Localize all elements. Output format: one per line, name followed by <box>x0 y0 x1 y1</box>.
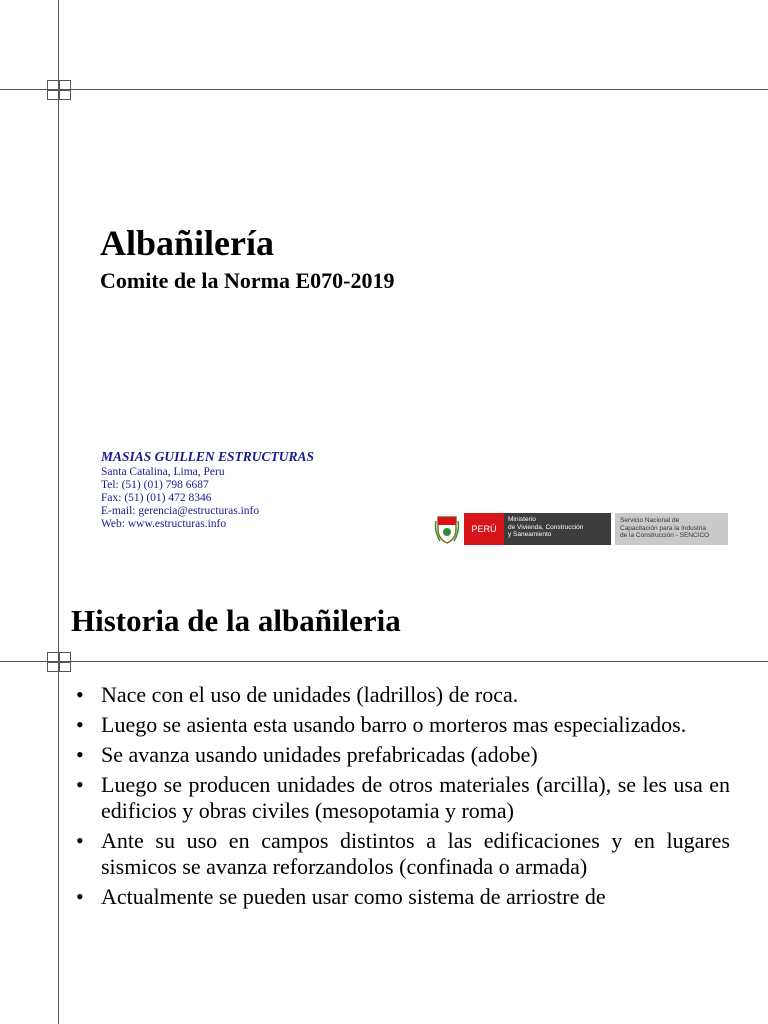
company-contact <box>101 466 259 531</box>
page-title: Albañilería <box>100 223 275 263</box>
middle-crop-mark <box>47 652 71 672</box>
contact-web: Web: www.estructuras.info <box>101 518 227 530</box>
bullet-list <box>76 682 730 914</box>
contact-fax: Fax: (51) (01) 472 8346 <box>101 492 212 504</box>
bullet-dot-icon: • <box>76 772 84 797</box>
list-item: • Ante su uso en campos distintos a las edificaciones y en lugares sismicos se avanza reforzandolos (confinada o armada) <box>76 828 730 879</box>
section-title: Historia de la albañileria <box>71 603 401 638</box>
list-item: • Nace con el uso de unidades (ladrillos) de roca. <box>76 682 519 707</box>
list-item: • Luego se producen unidades de otros materiales (arcilla), se les usa en edificios y obras civiles (mesopotamia y roma) <box>76 772 730 823</box>
government-logo <box>434 513 728 545</box>
bullet-dot-icon: • <box>76 884 84 909</box>
list-item: • Actualmente se pueden usar como sistema de arriostre de <box>76 884 606 909</box>
coat-of-arms-icon <box>434 513 460 545</box>
bullet-dot-icon: • <box>76 742 84 767</box>
top-crop-mark <box>47 80 71 100</box>
contact-email: E-mail: gerencia@estructuras.info <box>101 505 260 517</box>
ministry-label: Ministerio de Vivienda, Construcción y Saneamiento <box>504 513 611 545</box>
vertical-frame-line <box>58 0 59 1024</box>
contact-phone: Tel: (51) (01) 798 6687 <box>101 479 209 491</box>
sencico-label: Servicio Nacional de Capacitación para la Industria de la Construcción - SENCICO <box>615 513 728 545</box>
list-item: • Se avanza usando unidades prefabricadas (adobe) <box>76 742 538 767</box>
bullet-dot-icon: • <box>76 682 84 707</box>
bullet-dot-icon: • <box>76 712 84 737</box>
middle-horizontal-line <box>0 661 768 662</box>
page-subtitle: Comite de la Norma E070-2019 <box>100 268 395 293</box>
list-item: • Luego se asienta esta usando barro o morteros mas especializados. <box>76 712 687 737</box>
company-name: MASIAS GUILLEN ESTRUCTURAS <box>101 449 315 464</box>
peru-label: PERÚ <box>464 513 504 545</box>
bullet-dot-icon: • <box>76 828 84 853</box>
top-horizontal-line <box>0 89 768 90</box>
contact-address: Santa Catalina, Lima, Peru <box>101 466 225 478</box>
